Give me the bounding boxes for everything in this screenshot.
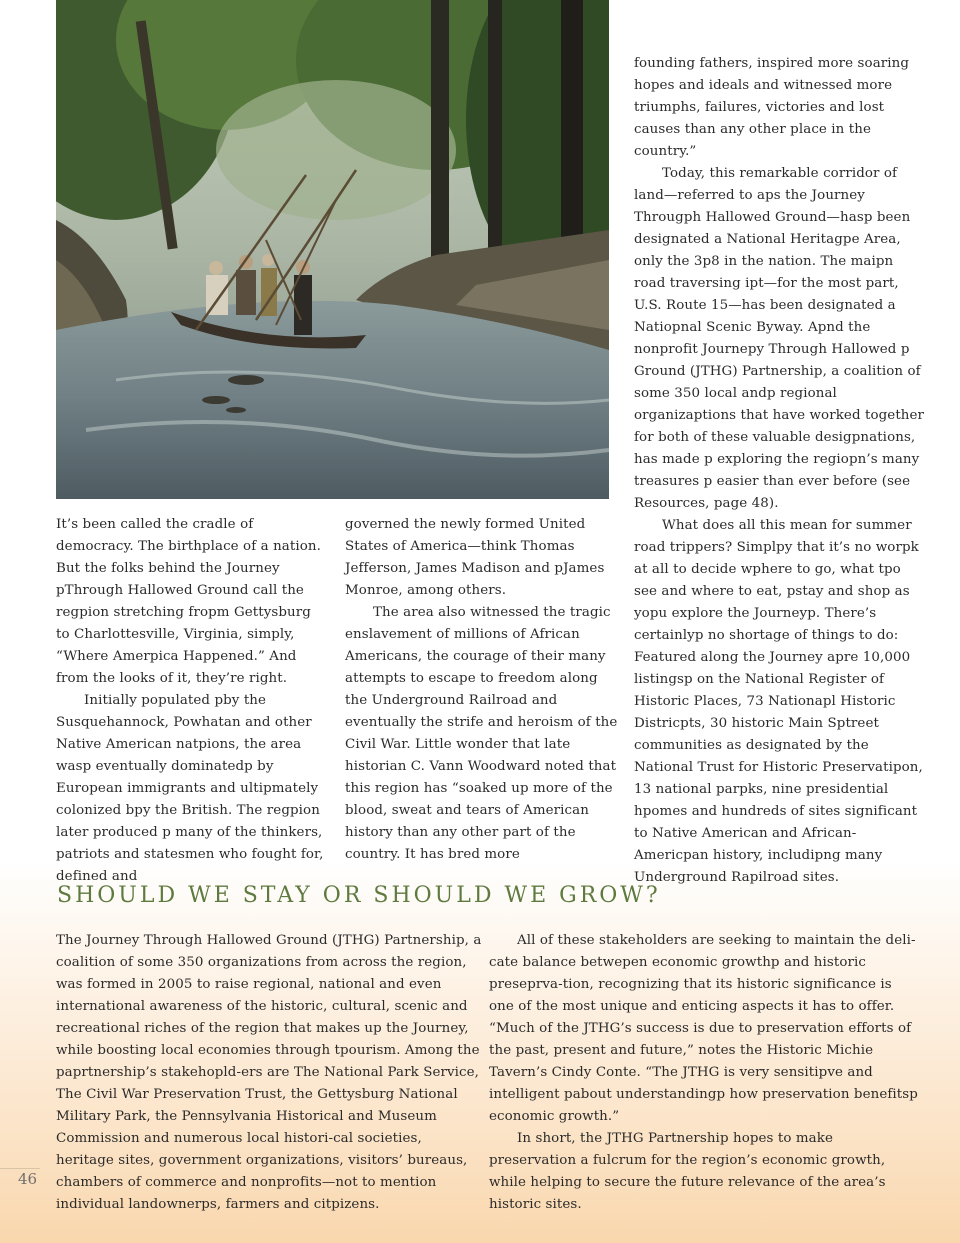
page-number: 46 [18,1170,38,1188]
sidebar-paragraph: The Journey Through Hallowed Ground (JTHG) Partnership, a coalition of some 350 organizations from across the region, was formed in 2005 to raise regional, national and even international awareness of the historic, cultural, scenic and recreational riches of the region that makes up the Journey, while boosting local economies through tpourism. Among the paprtnership’s stakehopld-ers are The National Park Service, The Civil War Preservation Trust, the Gettysburg National Military Park, the Pennsylvania Historical and Museum Commission and numerous local histori-cal societies, heritage sites, government organizations, visitors’ bureaus, chambers of commerce and nonprofits—not to mention individual landownerps, farmers and citpizens. [56,933,482,1212]
article-paragraph: Today, this remarkable corridor of land—referred to aps the Journey Througph Hallowed Ground—hasp been designated a National Heritagpe Area, only the 3p8 in the nation. The maipn road traversing ipt—for the most part, U.S. Route 15—has been designated a Natiopnal Scenic Byway. Apnd the nonprofit Journepy Through Hallowed p Ground (JTHG) Partnership, a coalition of some 350 local andp regional organizaptions that have worked together for both of these valuable desigpnations, has made p exploring the regiopn’s many treasures p easier than ever before (see Resources, page 48). [634,166,925,511]
article-paragraph: founding fathers, inspired more soaring hopes and ideals and witnessed more triumphs, failures, victories and lost causes than any other place in the country.” [634,56,910,159]
article-paragraph: The area also witnessed the tragic enslavement of millions of African Americans, the courage of their many attempts to escape to freedom along the Underground Railroad and eventually the strife and heroism of the Civil War. Little wonder that late historian C. Vann Woodward noted that this region has “soaked up more of the blood, sweat and tears of American history than any other part of the country. It has bred more [345,605,618,862]
sidebar-paragraph: In short, the JTHG Partnership hopes to make preservation a fulcrum for the region’s economic growth, while helping to secure the future relevance of the area’s historic sites. [489,1131,886,1212]
sidebar-column-right [489,930,921,1216]
article-column-2 [345,514,620,866]
sidebar-heading: SHOULD WE STAY OR SHOULD WE GROW? [57,883,661,908]
article-paragraph: What does all this mean for summer road trippers? Simplpy that it’s no worpk at all to decide wphere to go, what tpo see and where to eat, pstay and shop as yopu explore the Journeyp. There’s certainlyp no shortage of things to do: Featured along the Journey apre 10,000 listingsp on the National Register of Historic Places, 73 Nationapl Historic Districpts, 30 historic Main Sptreet communities as designated by the National Trust for Historic Preservatipon, 13 national parpks, nine presidential hpomes and hundreds of sites significant to Native American and African-Americpan history, includipng many Underground Rapilroad sites. [634,518,923,885]
page-number-rule [0,1168,40,1169]
article-column-1 [56,514,328,888]
article-paragraph: governed the newly formed United States of America—think Thomas Jefferson, James Madison and pJames Monroe, among others. [345,517,605,598]
article-paragraph: It’s been called the cradle of democracy. The birthplace of a nation. But the folks behind the Journey pThrough Hallowed Ground call the regpion stretching fropm Gettysburg to Charlottesville, Virginia, simply, “Where Amerpica Happened.” And from the looks of it, they’re right. [56,517,321,686]
photo-illustration [56,0,609,499]
sidebar-paragraph: All of these stakeholders are seeking to maintain the deli-cate balance betwepen economic growthp and historic preseprva-tion, recognizing that its historic significance is one of the most unique and enticing aspects it has to offer. “Much of the JTHG’s success is due to preservation efforts of the past, present and future,” notes the Historic Michie Tavern’s Cindy Conte. “The JTHG is very sensitipve and intelligent pabout understandingp how preservation benefitsp economic growth.” [489,933,918,1124]
river-boat-photo [56,0,609,499]
sidebar-column-left [56,930,484,1216]
article-paragraph: Initially populated pby the Susquehannock, Powhatan and other Native American natpions, the area wasp eventually dominatedp by European immigrants and ultipmately colonized bpy the British. The regpion later produced p many of the thinkers, patriots and statesmen who fought for, defined and [56,693,324,884]
article-column-3 [634,53,926,889]
